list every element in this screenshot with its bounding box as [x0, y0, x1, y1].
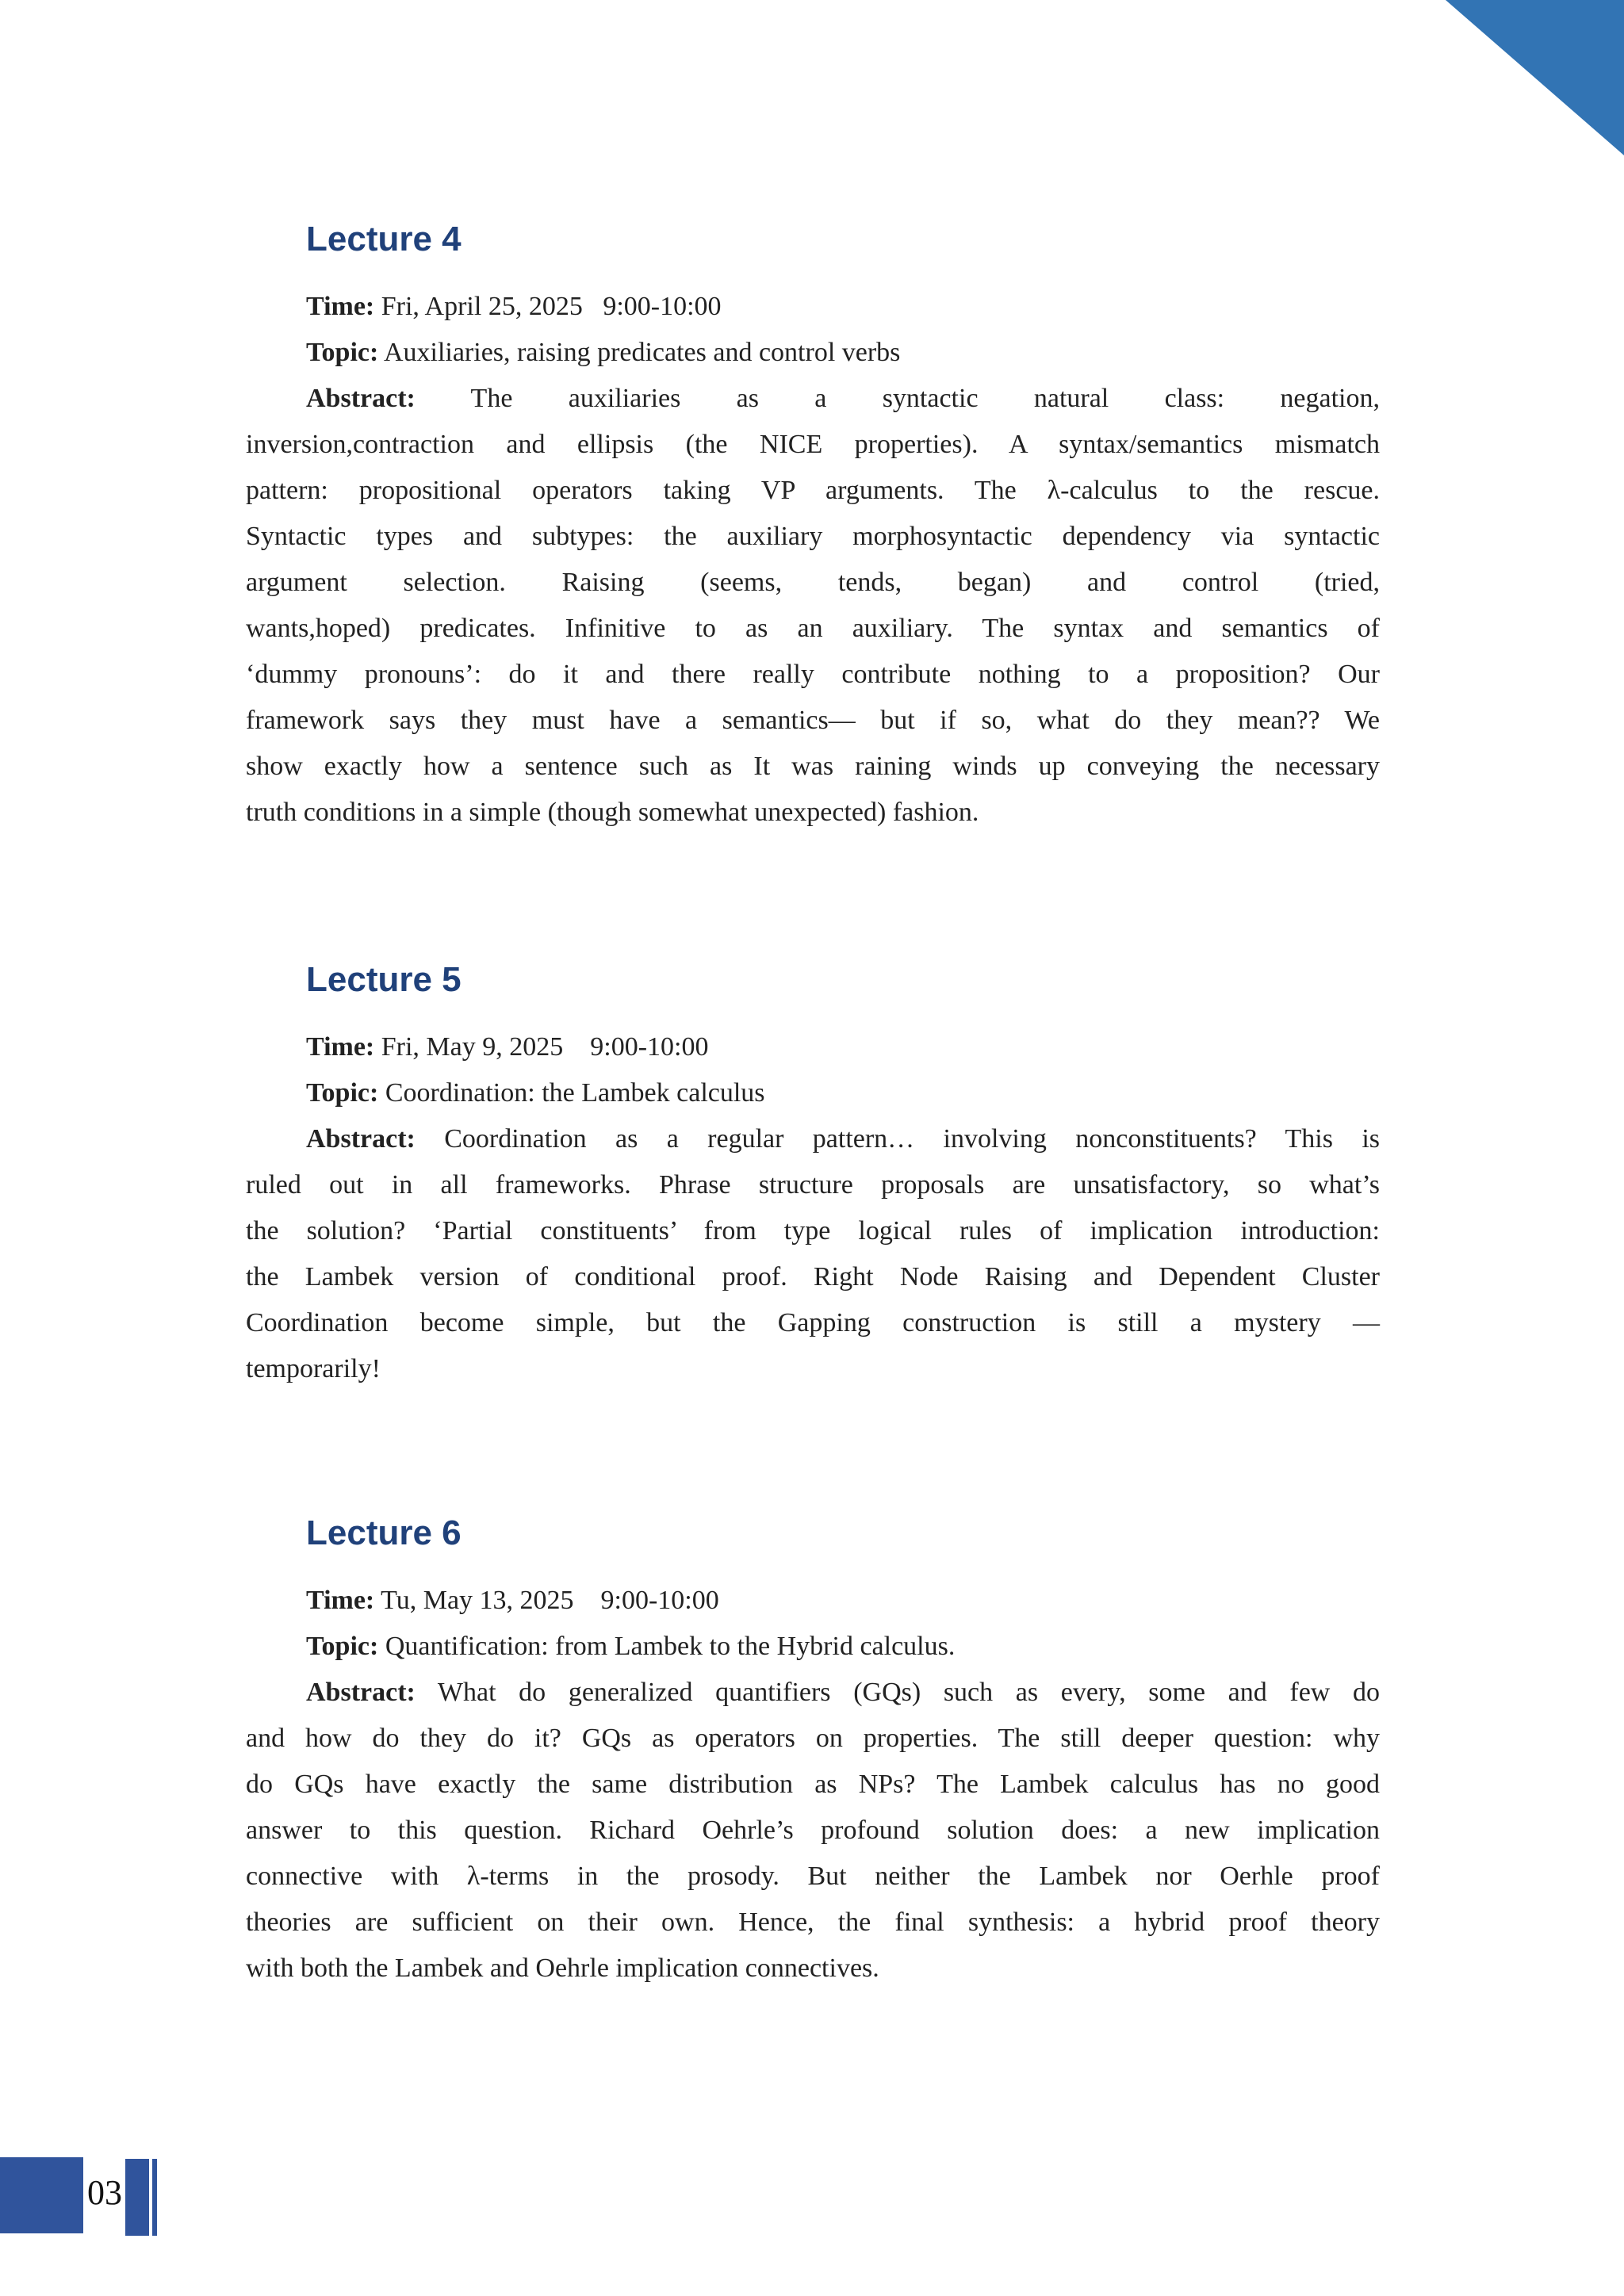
lecture-5-section — [246, 961, 1380, 1392]
topic-value: Quantification: from Lambek to the Hybrid calculus. — [385, 1632, 956, 1661]
lecture-6-section — [246, 1514, 1380, 1992]
time-label: Time: — [306, 1586, 375, 1615]
topic-label: Topic: — [306, 338, 379, 367]
corner-accent-triangle — [1446, 0, 1624, 155]
abstract-line: the solution? ‘Partial constituents’ from type logical rules of implication introduction: — [246, 1216, 1380, 1246]
abstract-line: wants,hoped) predicates. Infinitive to as an auxiliary. The syntax and semantics of — [246, 614, 1380, 643]
lecture-abstract — [246, 1670, 1380, 1992]
abstract-line: framework says they must have a semantics— but if so, what do they mean?? We — [246, 706, 1380, 735]
page-number: 03 — [87, 2173, 122, 2212]
lecture-title: Lecture 6 — [306, 1513, 462, 1552]
abstract-line: ‘dummy pronouns’: do it and there really contribute nothing to a proposition? Our — [246, 660, 1380, 689]
abstract-line: show exactly how a sentence such as It was raining winds up conveying the necessary — [246, 752, 1380, 781]
abstract-line: Abstract: Coordination as a regular pattern… involving nonconstituents? This is — [306, 1124, 1381, 1154]
lecture-title: Lecture 5 — [306, 960, 462, 999]
abstract-line: Abstract: The auxiliaries as a syntactic natural class: negation, — [306, 384, 1380, 413]
time-row — [246, 1578, 1380, 1624]
footer-bar — [125, 2159, 149, 2236]
abstract-label: Abstract: — [306, 1124, 416, 1154]
time-label: Time: — [306, 1032, 375, 1062]
topic-value: Coordination: the Lambek calculus — [385, 1078, 765, 1108]
abstract-line: and how do they do it? GQs as operators on properties. The still deeper question: why — [246, 1724, 1380, 1753]
page-content — [246, 0, 1380, 2296]
abstract-line: answer to this question. Richard Oehrle’s profound solution does: a new implication — [246, 1816, 1380, 1845]
time-row — [246, 1024, 1380, 1070]
abstract-line: inversion,contraction and ellipsis (the NICE properties). A syntax/semantics mismatch — [246, 430, 1380, 459]
topic-label: Topic: — [306, 1632, 379, 1661]
topic-row — [246, 1070, 1380, 1116]
footer-bar-thin — [152, 2159, 157, 2236]
abstract-line: pattern: propositional operators taking VP arguments. The λ-calculus to the rescue. — [246, 476, 1380, 505]
abstract-line: do GQs have exactly the same distribution as NPs? The Lambek calculus has no good — [246, 1770, 1380, 1799]
time-value: Fri, April 25, 2025 9:00-10:00 — [381, 292, 722, 321]
time-value: Fri, May 9, 2025 9:00-10:00 — [381, 1032, 709, 1062]
abstract-line: Syntactic types and subtypes: the auxiliary morphosyntactic dependency via syntactic — [246, 522, 1380, 551]
lecture-4-section — [246, 220, 1380, 836]
lecture-title: Lecture 4 — [306, 220, 462, 258]
abstract-line: temporarily! — [246, 1354, 381, 1383]
abstract-line: the Lambek version of conditional proof. Right Node Raising and Dependent Cluster — [246, 1262, 1380, 1292]
lecture-abstract — [246, 376, 1380, 836]
topic-label: Topic: — [306, 1078, 379, 1108]
abstract-line: argument selection. Raising (seems, tends, began) and control (tried, — [246, 568, 1380, 597]
lecture-abstract — [246, 1116, 1380, 1392]
topic-row — [246, 330, 1380, 376]
abstract-line: connective with λ-terms in the prosody. But neither the Lambek nor Oerhle proof — [246, 1862, 1380, 1891]
time-row — [246, 284, 1380, 330]
abstract-line: Abstract: What do generalized quantifiers (GQs) such as every, some and few do — [306, 1678, 1380, 1707]
time-value: Tu, May 13, 2025 9:00-10:00 — [381, 1586, 719, 1615]
abstract-line: theories are sufficient on their own. Hence, the final synthesis: a hybrid proof theory — [246, 1908, 1380, 1937]
abstract-line: Coordination become simple, but the Gapping construction is still a mystery — — [246, 1308, 1380, 1337]
abstract-line: ruled out in all frameworks. Phrase structure proposals are unsatisfactory, so what’s — [246, 1170, 1380, 1200]
abstract-label: Abstract: — [306, 384, 416, 413]
abstract-line: truth conditions in a simple (though somewhat unexpected) fashion. — [246, 798, 979, 827]
topic-value: Auxiliaries, raising predicates and control verbs — [383, 338, 901, 367]
abstract-label: Abstract: — [306, 1678, 416, 1707]
time-label: Time: — [306, 292, 375, 321]
topic-row — [246, 1624, 1380, 1670]
footer-left-block — [0, 2157, 83, 2233]
abstract-line: with both the Lambek and Oehrle implication connectives. — [246, 1954, 879, 1983]
